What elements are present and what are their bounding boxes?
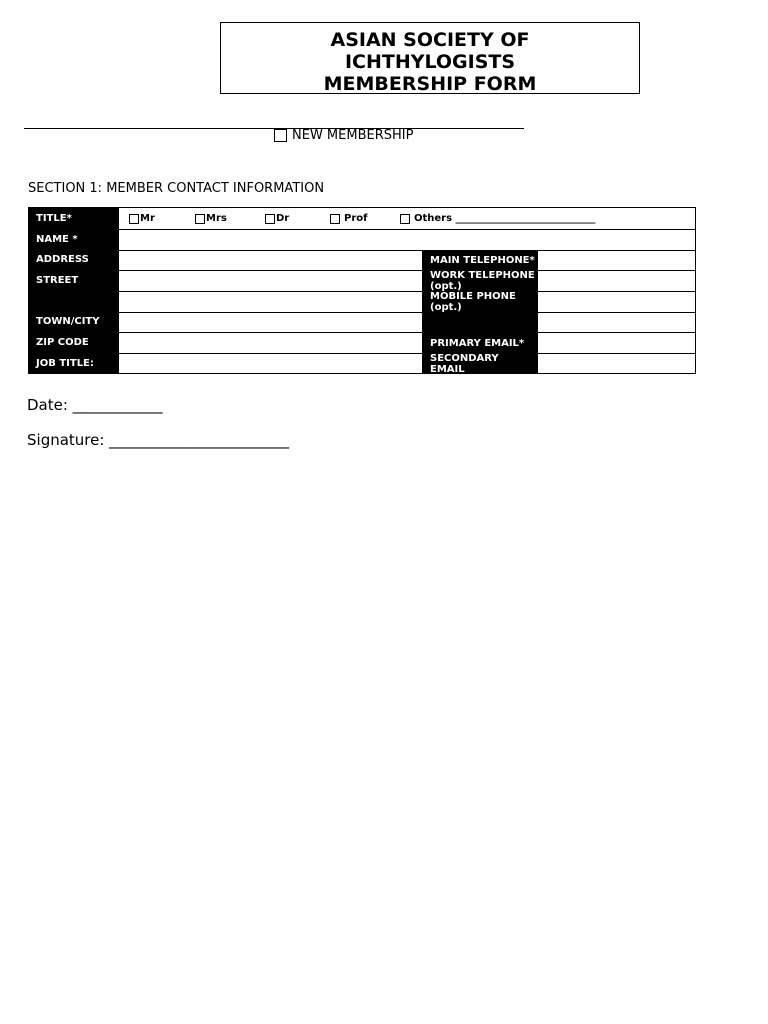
signature-field[interactable]: Signature: ________________________ — [27, 431, 290, 449]
row-divider — [538, 291, 695, 292]
row-divider — [119, 250, 695, 251]
title-option-prof[interactable] — [330, 213, 367, 224]
dr-checkbox[interactable] — [265, 214, 275, 224]
title-option-dr[interactable] — [265, 213, 289, 224]
label-name: NAME * — [36, 234, 78, 245]
row-divider — [119, 332, 422, 333]
label-zip-code: ZIP CODE — [36, 337, 89, 348]
label-title: TITLE* — [36, 213, 72, 224]
label-street: STREET — [36, 275, 79, 286]
row-divider — [119, 270, 422, 271]
label-main-telephone: MAIN TELEPHONE* — [430, 255, 535, 266]
mrs-checkbox[interactable] — [195, 214, 205, 224]
form-title — [220, 22, 640, 94]
label-mobile-phone-line-2: (opt.) — [430, 302, 462, 313]
label-work-telephone — [430, 270, 535, 292]
label-primary-email: PRIMARY EMAIL* — [430, 338, 525, 349]
row-divider — [119, 312, 422, 313]
left-label-column — [29, 208, 119, 373]
label-secondary-email — [430, 353, 499, 375]
row-divider — [538, 270, 695, 271]
new-membership-option[interactable] — [274, 128, 413, 143]
new-membership-label: NEW MEMBERSHIP — [292, 128, 414, 143]
others-checkbox[interactable] — [400, 214, 410, 224]
mr-label: Mr — [140, 213, 155, 224]
title-option-mr[interactable] — [129, 213, 155, 224]
title-option-mrs[interactable] — [195, 213, 227, 224]
section-1-heading: SECTION 1: MEMBER CONTACT INFORMATION — [28, 181, 325, 196]
label-town-city: TOWN/CITY — [36, 316, 100, 327]
title-line-1: ASIAN SOCIETY OF — [330, 29, 530, 51]
label-work-telephone-line-2: (opt.) — [430, 281, 462, 292]
member-contact-table — [28, 207, 696, 374]
row-divider — [538, 312, 695, 313]
title-option-others[interactable] — [400, 213, 596, 224]
title-line-2: ICHTHYLOGISTS — [344, 51, 516, 73]
label-job-title: JOB TITLE: — [36, 358, 94, 369]
title-line-3: MEMBERSHIP FORM — [323, 73, 537, 95]
label-mobile-phone-line-1: MOBILE PHONE — [430, 291, 516, 302]
row-divider — [119, 291, 422, 292]
prof-checkbox[interactable] — [330, 214, 340, 224]
right-label-column — [422, 250, 538, 373]
label-secondary-email-line-2: EMAIL — [430, 364, 465, 375]
row-divider — [538, 332, 695, 333]
row-divider — [119, 229, 695, 230]
label-mobile-phone — [430, 291, 516, 313]
mrs-label: Mrs — [206, 213, 227, 224]
others-label: Others ____________________________ — [414, 213, 596, 224]
row-divider — [538, 353, 695, 354]
new-membership-checkbox[interactable] — [274, 129, 287, 142]
label-work-telephone-line-1: WORK TELEPHONE — [430, 270, 535, 281]
dr-label: Dr — [276, 213, 290, 224]
prof-label: Prof — [344, 213, 368, 224]
row-divider — [119, 353, 422, 354]
label-address: ADDRESS — [36, 254, 89, 265]
date-field[interactable]: Date: ____________ — [27, 396, 163, 414]
label-secondary-email-line-1: SECONDARY — [430, 353, 499, 364]
mr-checkbox[interactable] — [129, 214, 139, 224]
